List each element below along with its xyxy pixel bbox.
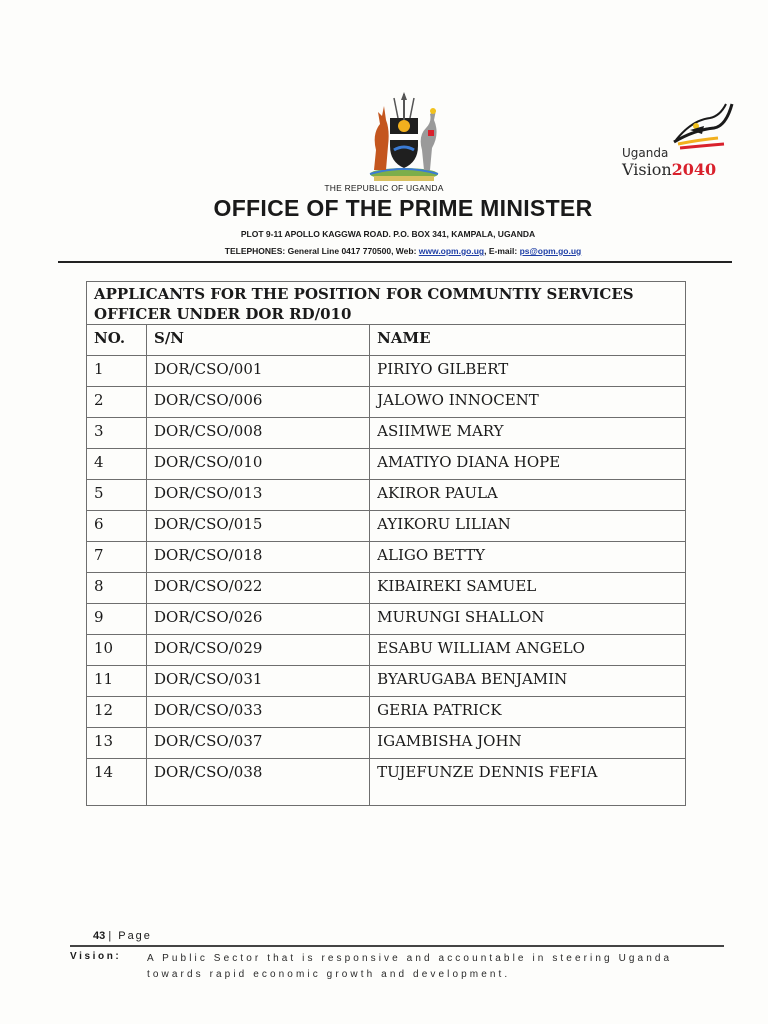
vision-brand-uganda: Uganda xyxy=(622,146,669,160)
table-row xyxy=(87,542,686,573)
cell-no: 12 xyxy=(87,697,147,728)
cell-sn: DOR/CSO/033 xyxy=(147,697,370,728)
cell-sn: DOR/CSO/015 xyxy=(147,511,370,542)
cell-no: 14 xyxy=(87,759,147,806)
cell-sn: DOR/CSO/018 xyxy=(147,542,370,573)
cell-name: KIBAIREKI SAMUEL xyxy=(370,573,686,604)
cell-sn: DOR/CSO/013 xyxy=(147,480,370,511)
table-row xyxy=(87,480,686,511)
cell-no: 3 xyxy=(87,418,147,449)
vision-label: Vision: xyxy=(70,951,122,962)
table-row xyxy=(87,356,686,387)
vision-statement: A Public Sector that is responsive and accountable in steering Uganda towards rapid economic growth and development. xyxy=(147,953,673,980)
column-header-sn: S/N xyxy=(147,325,370,356)
cell-name: BYARUGABA BENJAMIN xyxy=(370,666,686,697)
cell-no: 13 xyxy=(87,728,147,759)
table-row xyxy=(87,449,686,480)
table-row xyxy=(87,697,686,728)
cell-name: AKIROR PAULA xyxy=(370,480,686,511)
cell-name: AYIKORU LILIAN xyxy=(370,511,686,542)
cell-sn: DOR/CSO/010 xyxy=(147,449,370,480)
footer-divider xyxy=(70,945,724,947)
table-row xyxy=(87,387,686,418)
cell-name: GERIA PATRICK xyxy=(370,697,686,728)
cell-sn: DOR/CSO/037 xyxy=(147,728,370,759)
office-title: OFFICE OF THE PRIME MINISTER xyxy=(213,195,593,221)
table-row xyxy=(87,635,686,666)
table-row xyxy=(87,511,686,542)
cell-no: 8 xyxy=(87,573,147,604)
cell-no: 6 xyxy=(87,511,147,542)
table-row xyxy=(87,666,686,697)
republic-heading: THE REPUBLIC OF UGANDA xyxy=(324,183,444,193)
cell-sn: DOR/CSO/006 xyxy=(147,387,370,418)
cell-sn: DOR/CSO/022 xyxy=(147,573,370,604)
cell-name: PIRIYO GILBERT xyxy=(370,356,686,387)
cell-name: MURUNGI SHALLON xyxy=(370,604,686,635)
cell-no: 2 xyxy=(87,387,147,418)
table-header-row xyxy=(87,325,686,356)
cell-name: ASIIMWE MARY xyxy=(370,418,686,449)
uganda-coat-of-arms-icon xyxy=(360,90,448,182)
table-row xyxy=(87,728,686,759)
cell-no: 9 xyxy=(87,604,147,635)
office-address: PLOT 9-11 APOLLO KAGGWA ROAD. P.O. BOX 341, KAMPALA, UGANDA xyxy=(240,229,536,239)
cell-no: 1 xyxy=(87,356,147,387)
table-row xyxy=(87,604,686,635)
table-row xyxy=(87,418,686,449)
table-row xyxy=(87,573,686,604)
table-row xyxy=(87,759,686,806)
email-link[interactable]: ps@opm.go.ug xyxy=(519,246,582,256)
table-title: APPLICANTS FOR THE POSITION FOR COMMUNTIY SERVICES OFFICER UNDER DOR RD/010 xyxy=(87,282,686,325)
cell-sn: DOR/CSO/008 xyxy=(147,418,370,449)
cell-no: 10 xyxy=(87,635,147,666)
cell-sn: DOR/CSO/026 xyxy=(147,604,370,635)
cell-no: 7 xyxy=(87,542,147,573)
column-header-name: NAME xyxy=(370,325,686,356)
vision-brand-year: 2040 xyxy=(671,160,717,179)
cell-sn: DOR/CSO/029 xyxy=(147,635,370,666)
website-link[interactable]: www.opm.go.ug xyxy=(418,246,485,256)
cell-sn: DOR/CSO/001 xyxy=(147,356,370,387)
table-title-row xyxy=(87,282,686,325)
cell-name: JALOWO INNOCENT xyxy=(370,387,686,418)
cell-name: TUJEFUNZE DENNIS FEFIA xyxy=(370,759,686,806)
cell-no: 5 xyxy=(87,480,147,511)
cell-no: 11 xyxy=(87,666,147,697)
column-header-no: NO. xyxy=(87,325,147,356)
vision-brand-vision: Vision2040 xyxy=(622,160,717,179)
cell-sn: DOR/CSO/031 xyxy=(147,666,370,697)
cell-name: AMATIYO DIANA HOPE xyxy=(370,449,686,480)
cell-name: ALIGO BETTY xyxy=(370,542,686,573)
applicants-table xyxy=(86,281,686,806)
cell-name: ESABU WILLIAM ANGELO xyxy=(370,635,686,666)
page-number: 43 | Page xyxy=(93,930,152,942)
cell-name: IGAMBISHA JOHN xyxy=(370,728,686,759)
cell-no: 4 xyxy=(87,449,147,480)
cell-sn: DOR/CSO/038 xyxy=(147,759,370,806)
office-contacts: TELEPHONES: General Line 0417 770500, Web: www.opm.go.ug, E-mail: ps@opm.go.ug xyxy=(224,246,582,256)
header-divider xyxy=(58,261,732,263)
